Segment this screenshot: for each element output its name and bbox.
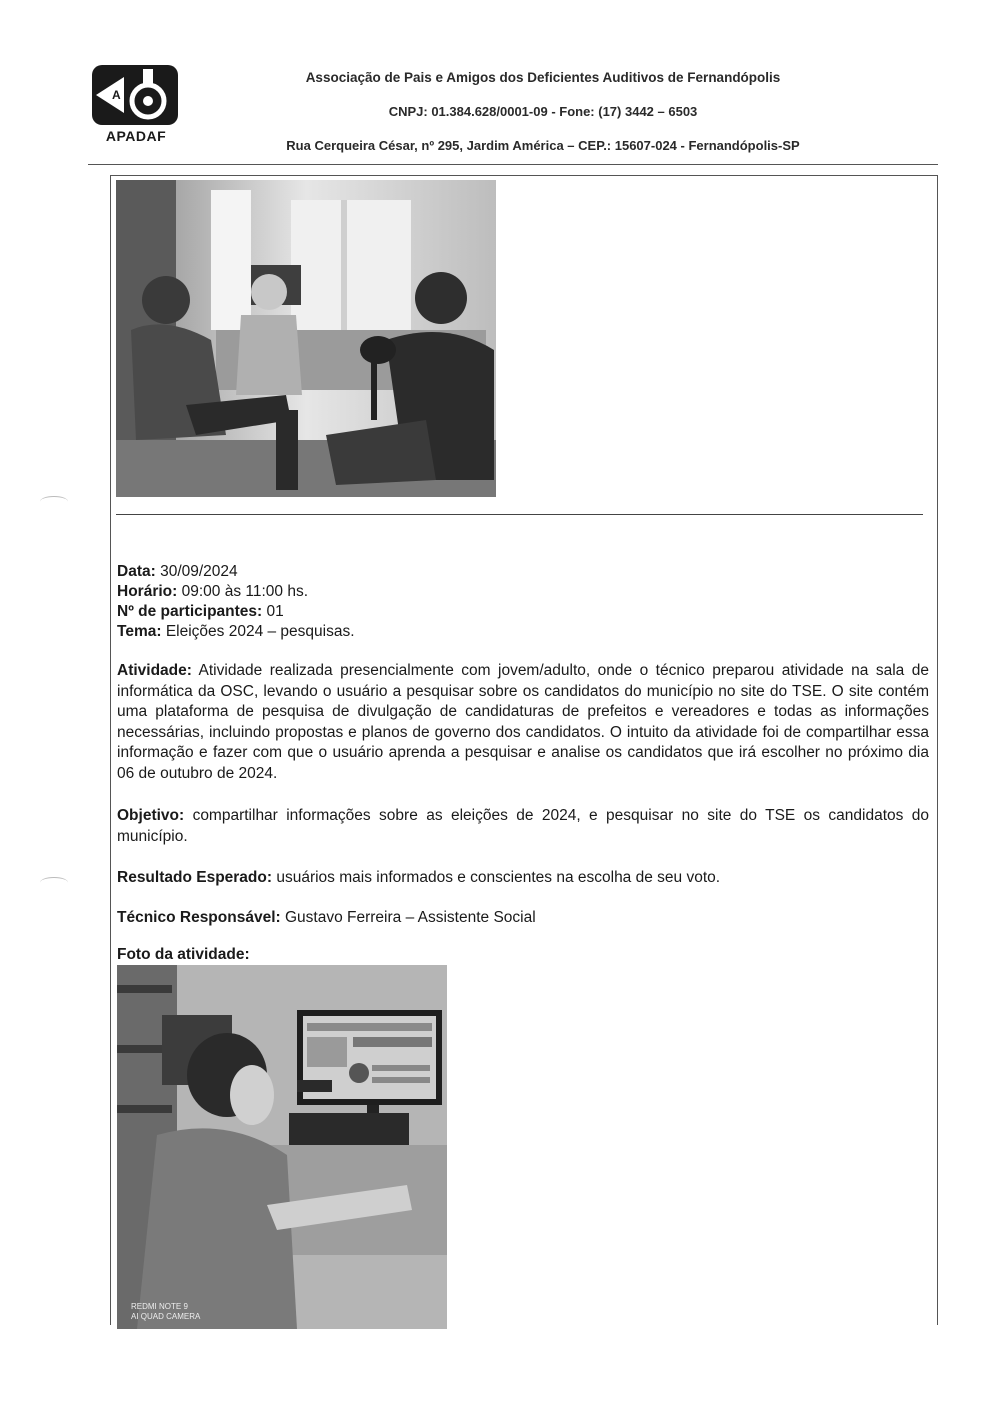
photo-label: Foto da atividade:	[117, 946, 250, 963]
objective-paragraph	[117, 806, 929, 847]
meeting-photo	[116, 180, 496, 497]
watermark-line-2: AI QUAD CAMERA	[131, 1312, 201, 1321]
section-divider	[116, 514, 923, 515]
date-label: Data:	[117, 563, 156, 580]
watermark-line-1: REDMI NOTE 9	[131, 1302, 188, 1311]
time-line	[117, 582, 308, 602]
organization-name: Associação de Pais e Amigos dos Deficientes Auditivos de Fernandópolis	[305, 70, 781, 85]
theme-value: Eleições 2024 – pesquisas.	[165, 623, 355, 640]
technician-label: Técnico Responsável:	[117, 909, 281, 926]
scan-mark	[40, 496, 68, 507]
frame-left-border	[110, 175, 111, 1325]
objective-value: compartilhar informações sobre as eleições de 2024, e pesquisar no site do TSE os candidatos do município.	[117, 807, 929, 845]
technician-value: Gustavo Ferreira – Assistente Social	[284, 909, 536, 926]
participants-label: Nº de participantes:	[117, 603, 263, 620]
activity-photo	[117, 965, 447, 1329]
svg-text:A: A	[112, 88, 121, 102]
frame-top-border	[110, 175, 938, 176]
address-line: Rua Cerqueira César, nº 295, Jardim América – CEP.: 15607-024 - Fernandópolis-SP	[286, 138, 800, 153]
participants-value: 01	[266, 603, 284, 620]
activity-label: Atividade:	[117, 662, 192, 679]
contact-line: CNPJ: 01.384.628/0001-09 - Fone: (17) 3442 – 6503	[388, 104, 698, 119]
participants-line	[117, 602, 284, 622]
date-value: 30/09/2024	[160, 563, 238, 580]
theme-line	[117, 622, 355, 642]
expected-value: usuários mais informados e conscientes na escolha de seu voto.	[276, 869, 721, 886]
theme-label: Tema:	[117, 623, 162, 640]
activity-value: Atividade realizada presencialmente com jovem/adulto, onde o técnico preparou atividade na sala de informática da OSC, levando o usuário a pesquisar sobre os candidatos do município no site do TSE. O site contém uma plataforma de pesquisa de divulgação de candidaturas de prefeitos e vereadores e todas as informações necessárias, incluindo propostas e planos de governo dos candidatos. O intuito da atividade foi de compartilhar essa informação e fazer com que o usuário aprenda a pesquisar e analise os candidatos que irá escolher no próximo dia 06 de outubro de 2024.	[117, 662, 929, 782]
objective-label: Objetivo:	[117, 807, 185, 824]
time-value: 09:00 às 11:00 hs.	[181, 583, 309, 600]
time-label: Horário:	[117, 583, 178, 600]
activity-paragraph	[117, 661, 929, 784]
header-divider	[88, 164, 938, 165]
expected-result-line	[117, 868, 720, 888]
photo-caption	[117, 945, 250, 965]
technician-line	[117, 908, 536, 928]
date-line	[117, 562, 238, 582]
scan-mark	[40, 877, 68, 888]
logo-label: APADAF	[105, 128, 167, 144]
frame-right-border	[937, 175, 938, 1325]
expected-label: Resultado Esperado:	[117, 869, 273, 886]
